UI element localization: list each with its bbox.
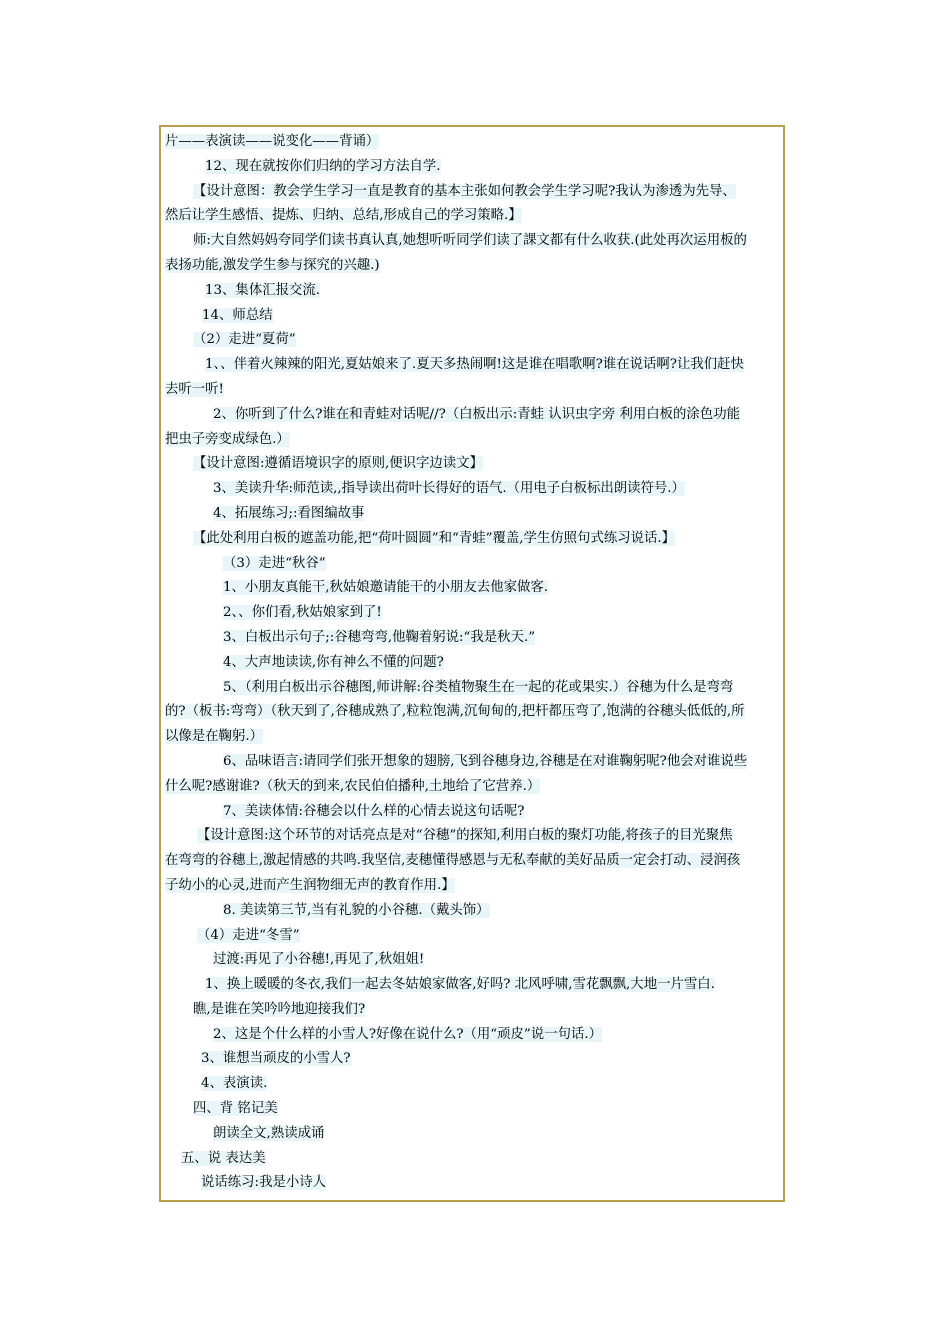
text-line-content: 2、、你们看,秋姑娘家到了! [223, 605, 382, 621]
text-line-content: 1、换上暖暖的冬衣,我们一起去冬姑娘家做客,好吗? 北风呼啸,雪花飘飘,大地一片雪白. [205, 977, 715, 993]
content-frame [159, 125, 785, 1202]
text-line-content: 1、、伴着火辣辣的阳光,夏姑娘来了.夏天多热闹啊!这是谁在唱歌啊?谁在说话啊?让我们赶快 [205, 357, 744, 373]
text-line-content: 13、集体汇报交流. [205, 282, 321, 298]
text-line-content: 3、美读升华:师范读,,指导读出荷叶长得好的语气.（用电子白板标出朗读符号.） [213, 481, 685, 497]
text-line-content: 【设计意图：教会学生学习一直是教育的基本主张如何教会学生学习呢?我认为渗透为先导、 [193, 183, 736, 199]
text-line [165, 452, 779, 477]
text-line-content: 3、谁想当顽皮的小雪人? [201, 1051, 351, 1067]
text-line [165, 775, 779, 800]
text-line [165, 353, 779, 378]
text-line-content: 瞧,是谁在笑吟吟地迎接我们? [193, 1001, 366, 1017]
text-line-content: （3）走进“秋谷” [223, 555, 326, 571]
text-line-content: 1、小朋友真能干,秋姑娘邀请能干的小朋友去他家做客. [223, 580, 549, 596]
text-line [165, 849, 779, 874]
text-line-content: 2、你听到了什么?谁在和青蛙对话呢//?（白板出示:青蛙 认识虫字旁 利用白板的涂色功能 [213, 406, 740, 422]
text-line [165, 601, 779, 626]
text-line [165, 477, 779, 502]
text-line [165, 527, 779, 552]
text-line [165, 750, 779, 775]
text-line [165, 180, 779, 205]
text-line [165, 899, 779, 924]
text-line-content: 【设计意图:遵循语境识字的原则,便识字边读文】 [193, 456, 483, 472]
text-line [165, 1072, 779, 1097]
text-line [165, 626, 779, 651]
text-line-content: 表扬功能,激发学生参与探究的兴趣.) [165, 257, 380, 273]
text-line-content: 【此处利用白板的遮盖功能,把“荷叶圆圆”和“青蛙”覆盖,学生仿照句式练习说话.】 [193, 530, 676, 546]
text-line [165, 1097, 779, 1122]
text-line-content: 7、美读体情:谷穗会以什么样的心情去说这句话呢? [223, 803, 525, 819]
text-line [165, 279, 779, 304]
text-line [165, 973, 779, 998]
text-line [165, 378, 779, 403]
text-line [165, 924, 779, 949]
text-line [165, 552, 779, 577]
text-line [165, 254, 779, 279]
text-line-content: 14、师总结 [202, 307, 273, 323]
text-line [165, 1122, 779, 1147]
text-line [165, 1023, 779, 1048]
text-line-content: 在弯弯的谷穗上,激起情感的共鸣.我坚信,麦穗懂得感恩与无私奉献的美好品质一定会打动、浸润孩 [165, 853, 741, 869]
text-line-content: 子幼小的心灵,进而产生润物细无声的教育作用.】 [165, 877, 455, 893]
text-line-content: 2、这是个什么样的小雪人?好像在说什么?（用“顽皮”说一句话.） [213, 1026, 602, 1042]
text-line-content: （2）走进“夏荷” [193, 332, 296, 348]
text-line-content: 6、品味语言:请同学们张开想象的翅膀,飞到谷穗身边,谷穗是在对谁鞠躬呢?他会对谁说些 [223, 753, 748, 769]
text-line-content: 过渡:再见了小谷穗!,再见了,秋姐姐! [213, 952, 425, 968]
text-line [165, 204, 779, 229]
text-line [165, 1147, 779, 1172]
text-line-content: 4、表演读. [201, 1076, 268, 1092]
text-line [165, 1047, 779, 1072]
text-line-content: 以像是在鞠躬.） [165, 729, 263, 745]
text-line [165, 130, 779, 155]
text-line-content: 什么呢?感谢谁?（秋天的到来,农民伯伯播种,土地给了它营养.） [165, 778, 541, 794]
text-line [165, 874, 779, 899]
text-line-content: 片——表演读——说变化——背诵） [165, 134, 380, 149]
text-line-content: 去听一听! [165, 381, 224, 397]
text-line-content: 4、拓展练习;:看图编故事 [213, 505, 365, 521]
text-line [165, 403, 779, 428]
text-line [165, 428, 779, 453]
text-line-content: 4、大声地读读,你有神么不懂的问题? [223, 654, 444, 670]
text-line-content: 四、背 铭记美 [193, 1101, 278, 1117]
text-line [165, 651, 779, 676]
text-line-content: 朗读全文,熟读成诵 [213, 1125, 325, 1141]
text-line [165, 725, 779, 750]
text-line [165, 824, 779, 849]
text-line [165, 229, 779, 254]
text-line-content: 12、现在就按你们归纳的学习方法自学. [205, 158, 441, 174]
text-line [165, 998, 779, 1023]
text-line-content: 【设计意图:这个环节的对话亮点是对“谷穗”的探知,利用白板的聚灯功能,将孩子的目光聚焦 [197, 828, 733, 844]
text-line-content: 说话练习:我是小诗人 [201, 1175, 327, 1191]
text-line-content: （4）走进“冬雪” [197, 927, 300, 943]
text-line [165, 502, 779, 527]
text-line [165, 1171, 779, 1196]
text-line [165, 328, 779, 353]
text-line-content: 把虫子旁变成绿色.） [165, 431, 290, 447]
text-line-content: 然后让学生感悟、提炼、归纳、总结,形成自己的学习策略.】 [165, 208, 522, 224]
text-line [165, 155, 779, 180]
text-line-content: 的?（板书:弯弯）（秋天到了,谷穗成熟了,粒粒饱满,沉甸甸的,把杆都压弯了,饱满的谷穗头低低的,所 [165, 704, 745, 720]
text-line [165, 800, 779, 825]
text-line [165, 304, 779, 329]
text-line-content: 3、白板出示句子;:谷穗弯弯,他鞠着躬说:“我是秋天.” [223, 629, 536, 645]
text-line [165, 576, 779, 601]
text-line-content: 师:大自然妈妈夸同学们读书真认真,她想听听同学们读了課文都有什么收获.(此处再次运用板的 [193, 233, 747, 249]
text-line [165, 700, 779, 725]
text-line-content: 五、说 表达美 [181, 1150, 266, 1166]
text-line-content: 8. 美读第三节,当有礼貌的小谷穗.（戴头饰） [223, 902, 490, 918]
text-line-content: 5、（利用白板出示谷穗图,师讲解:谷类植物聚生在一起的花或果实.）谷穗为什么是弯弯 [223, 679, 734, 695]
text-line [165, 948, 779, 973]
text-line [165, 676, 779, 701]
